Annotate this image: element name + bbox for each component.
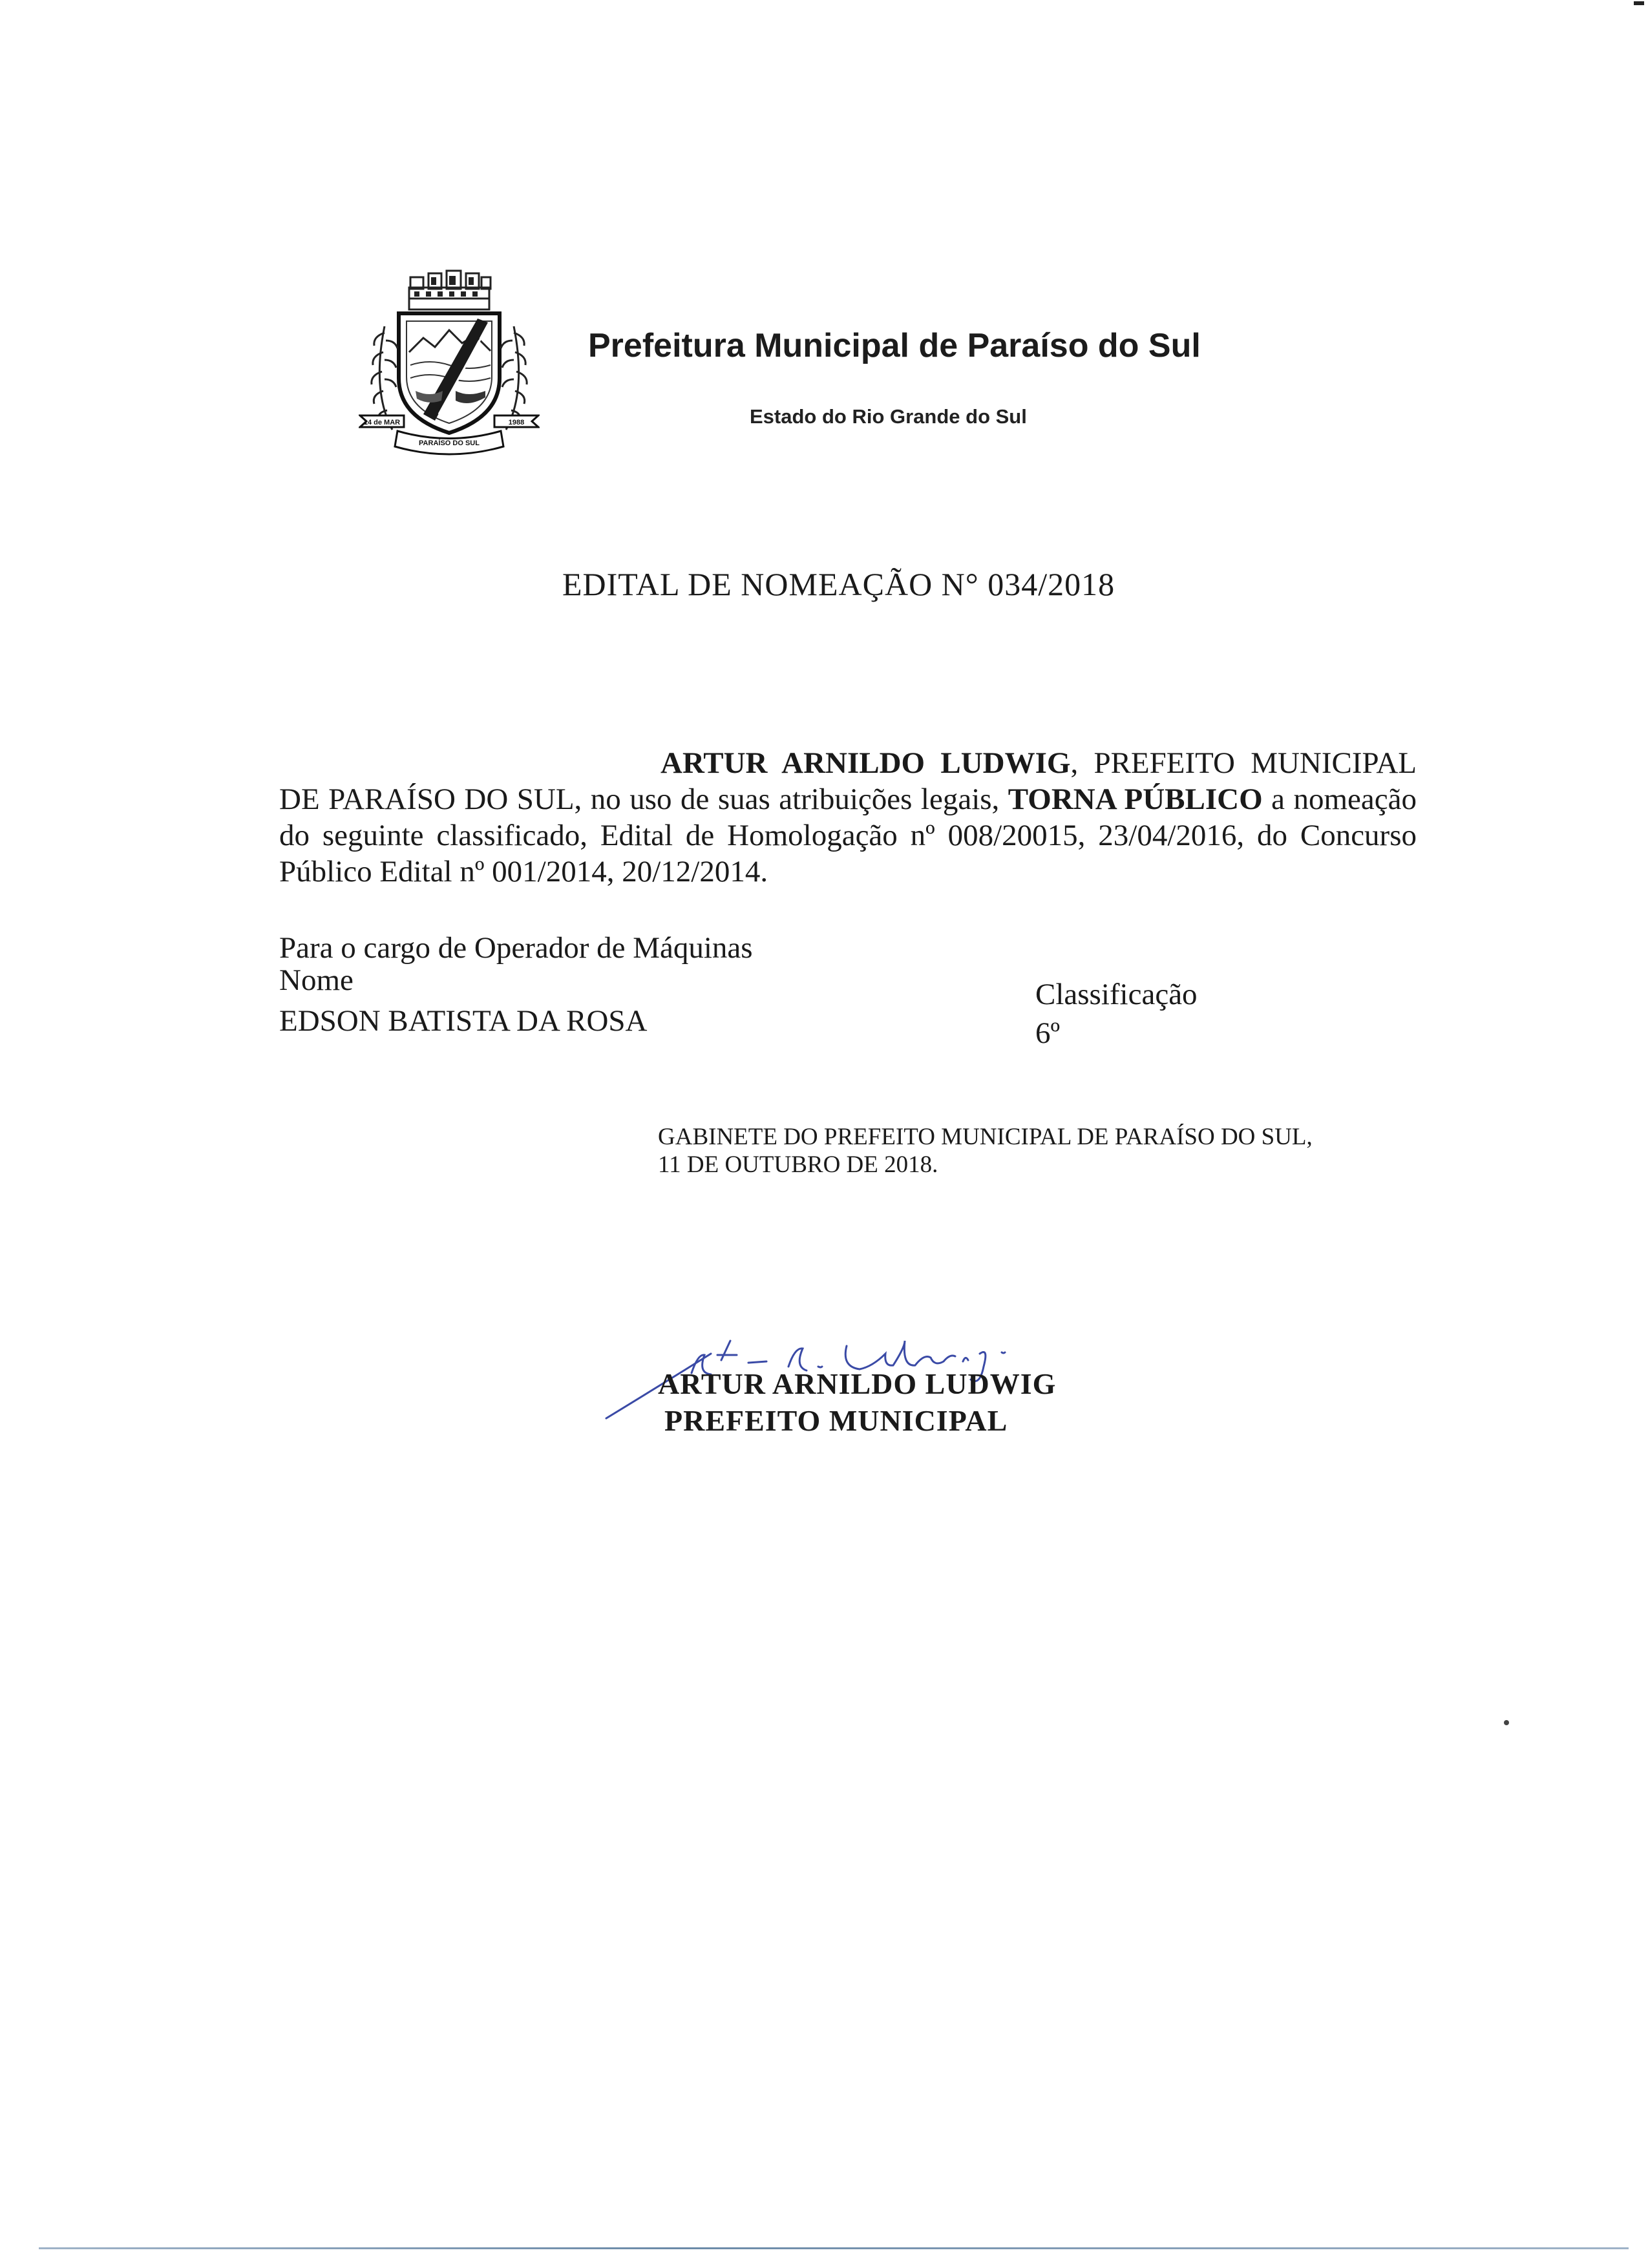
cargo-line: Para o cargo de Operador de Máquinas (279, 931, 753, 965)
coat-of-arms-icon (359, 268, 540, 462)
body-paragraph (279, 745, 1417, 890)
crest-date-right: 1988 (508, 419, 525, 426)
paragraph-part-1: , PREFEITO MUNICIPAL DE PARAÍSO DO SUL, no uso de suas atribuições legais, (279, 746, 1417, 816)
scan-speck (1504, 1720, 1509, 1725)
scan-bottom-rule (39, 2247, 1629, 2249)
signer-name: ARTUR ARNILDO LUDWIG (658, 1367, 1057, 1400)
classification-column-header: Classificação (1035, 978, 1198, 1011)
name-column-header: Nome (279, 963, 354, 997)
nominee-classification: 6º (1035, 1016, 1061, 1050)
signer-role: PREFEITO MUNICIPAL (664, 1404, 1008, 1437)
scan-corner-mark (1634, 1, 1644, 5)
document-title: EDITAL DE NOMEAÇÃO N° 034/2018 (562, 566, 1115, 602)
torna-publico-emphasis: TORNA PÚBLICO (1008, 782, 1263, 816)
closing-line-1: GABINETE DO PREFEITO MUNICIPAL DE PARAÍSO DO SUL, (658, 1124, 1313, 1150)
closing-line-2: 11 DE OUTUBRO DE 2018. (658, 1151, 938, 1178)
header-subtitle: Estado do Rio Grande do Sul (750, 405, 1027, 428)
crest-date-left: 14 de MAR (363, 419, 401, 426)
paragraph-part-2: a nomeação do seguinte classificado, Edital de Homologação nº 008/20015, 23/04/2016, do Concurso Público Edital nº 001/2014, 20/12/2014. (279, 782, 1417, 888)
nominee-name: EDSON BATISTA DA ROSA (279, 1004, 648, 1038)
crest-ribbon-text: PARAÍSO DO SUL (419, 439, 480, 447)
mayor-name: ARTUR ARNILDO LUDWIG (660, 746, 1071, 780)
header-title: Prefeitura Municipal de Paraíso do Sul (588, 327, 1201, 364)
